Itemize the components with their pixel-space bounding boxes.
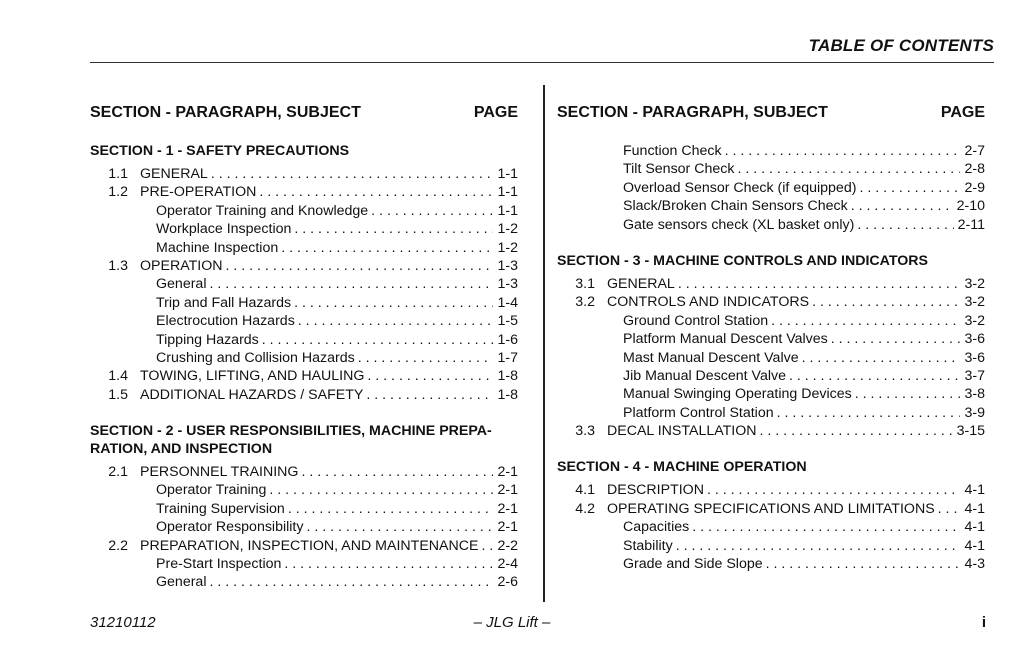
dot-leader xyxy=(851,197,953,215)
toc-entry-number xyxy=(90,500,128,518)
dot-leader xyxy=(209,573,493,591)
dot-leader xyxy=(366,386,493,404)
toc-entry-number xyxy=(90,331,128,349)
section-entries xyxy=(90,463,518,592)
toc-entry-page: 1-8 xyxy=(497,386,518,403)
toc-entry[interactable] xyxy=(557,385,985,403)
toc-entry-page: 2-1 xyxy=(497,482,518,499)
toc-entry-page: 2-7 xyxy=(964,143,985,159)
toc-entry-title: Platform Manual Descent Valves xyxy=(623,331,828,348)
toc-entry-title: DECAL INSTALLATION xyxy=(607,423,757,440)
toc-entry-title: Workplace Inspection xyxy=(156,221,292,238)
toc-entry-number: 4.1 xyxy=(575,482,595,499)
dot-leader xyxy=(259,183,493,201)
toc-entry[interactable] xyxy=(557,518,985,536)
toc-entry-number xyxy=(90,239,128,257)
toc-entry[interactable] xyxy=(557,312,985,330)
toc-entry[interactable] xyxy=(90,220,518,238)
toc-entry[interactable] xyxy=(557,555,985,573)
toc-entry-page: 2-8 xyxy=(964,161,985,178)
toc-entry-page: 1-7 xyxy=(497,349,518,366)
toc-entry[interactable] xyxy=(90,555,518,573)
section-paragraph-subject-heading: SECTION - PARAGRAPH, SUBJECT xyxy=(557,104,828,121)
dot-leader xyxy=(766,555,961,573)
toc-entry[interactable] xyxy=(90,481,518,499)
continued-entries xyxy=(557,142,985,234)
toc-entry-page: 2-2 xyxy=(497,537,518,554)
right-column-header xyxy=(557,104,985,126)
toc-entry-page: 3-6 xyxy=(964,349,985,366)
toc-entry[interactable] xyxy=(557,367,985,385)
dot-leader xyxy=(692,518,960,536)
section-entries xyxy=(557,481,985,573)
toc-entry-number xyxy=(557,312,595,330)
toc-entry-title: Mast Manual Descent Valve xyxy=(623,349,799,366)
toc-entry-page: 4-1 xyxy=(964,537,985,554)
toc-section xyxy=(90,422,518,592)
toc-entry-title: PREPARATION, INSPECTION, AND MAINTENANCE xyxy=(140,537,479,554)
toc-entry-title: ADDITIONAL HAZARDS / SAFETY xyxy=(140,386,364,403)
toc-entry-number xyxy=(557,555,595,573)
toc-entry-page: 3-7 xyxy=(964,367,985,384)
section-entries xyxy=(90,165,518,404)
dot-leader xyxy=(367,367,493,385)
toc-entry[interactable] xyxy=(557,330,985,348)
toc-entry[interactable] xyxy=(90,331,518,349)
toc-entry[interactable] xyxy=(90,257,518,275)
toc-entry[interactable] xyxy=(90,312,518,330)
dot-leader xyxy=(371,202,493,220)
toc-entry-number xyxy=(557,385,595,403)
toc-entry-title: CONTROLS AND INDICATORS xyxy=(607,294,810,311)
toc-entry-page: 2-1 xyxy=(497,500,518,517)
toc-entry-number: 1.3 xyxy=(108,257,128,274)
toc-entry[interactable] xyxy=(557,404,985,422)
toc-entry-number xyxy=(90,573,128,591)
toc-entry-number xyxy=(90,312,128,330)
toc-entry-number xyxy=(90,220,128,238)
toc-entry-page: 3-2 xyxy=(964,312,985,329)
toc-entry-number xyxy=(90,555,128,573)
toc-entry-page: 1-2 xyxy=(497,239,518,256)
toc-entry[interactable] xyxy=(557,197,985,215)
toc-entry-page: 4-1 xyxy=(964,519,985,536)
dot-leader xyxy=(760,422,953,440)
toc-entry-page: 1-1 xyxy=(497,202,518,219)
dot-leader xyxy=(938,500,961,518)
toc-entry[interactable] xyxy=(90,349,518,367)
toc-entry-title: Tilt Sensor Check xyxy=(623,161,735,178)
dot-leader xyxy=(771,312,960,330)
toc-section xyxy=(90,142,518,404)
toc-entry-number xyxy=(557,179,595,197)
dot-leader xyxy=(857,216,953,234)
toc-entry-page: 2-1 xyxy=(497,519,518,536)
toc-entry-number: 1.5 xyxy=(108,386,128,403)
toc-entry-page: 1-1 xyxy=(497,166,518,182)
toc-entry-number: 4.2 xyxy=(575,500,595,517)
toc-entry-number xyxy=(90,275,128,293)
dot-leader xyxy=(269,481,493,499)
toc-entry-title: General xyxy=(156,276,207,293)
toc-entry[interactable] xyxy=(90,294,518,312)
dot-leader xyxy=(301,463,493,481)
section-title[interactable]: SECTION - 4 - MACHINE OPERATION xyxy=(557,459,807,476)
column-divider xyxy=(543,85,545,602)
toc-entry-title: Capacities xyxy=(623,519,690,536)
page-header-title: TABLE OF CONTENTS xyxy=(808,36,994,55)
toc-entry-number: 2.1 xyxy=(108,464,128,481)
toc-entry[interactable] xyxy=(90,183,518,201)
footer-brand: – JLG Lift – xyxy=(473,614,551,631)
dot-leader xyxy=(288,500,494,518)
dot-leader xyxy=(855,385,961,403)
toc-entry-page: 2-10 xyxy=(956,198,985,215)
toc-entry-page: 1-4 xyxy=(497,294,518,311)
toc-entry-title: Crushing and Collision Hazards xyxy=(156,349,355,366)
right-column xyxy=(557,104,985,573)
dot-leader xyxy=(281,239,493,257)
section-title-line: SECTION - 2 - USER RESPONSIBILITIES, MACHINE PREPA- xyxy=(90,423,492,440)
toc-entry[interactable] xyxy=(557,481,985,499)
dot-leader xyxy=(812,293,960,311)
dot-leader xyxy=(306,518,493,536)
toc-entry[interactable] xyxy=(90,386,518,404)
toc-entry-page: 2-6 xyxy=(497,574,518,591)
toc-entry-title: General xyxy=(156,574,207,591)
toc-entry-page: 3-6 xyxy=(964,331,985,348)
toc-entry[interactable] xyxy=(90,573,518,591)
left-sections xyxy=(90,142,518,592)
dot-leader xyxy=(481,537,493,555)
section-title[interactable] xyxy=(90,422,518,458)
toc-entry-number: 1.4 xyxy=(108,368,128,385)
toc-entry-title: Jib Manual Descent Valve xyxy=(623,367,786,384)
toc-entry-number xyxy=(557,216,595,234)
toc-entry-title: Stability xyxy=(623,537,673,554)
dot-leader xyxy=(209,275,493,293)
toc-entry-title: Pre-Start Inspection xyxy=(156,556,282,573)
toc-entry-page: 4-3 xyxy=(964,556,985,573)
section-paragraph-subject-heading: SECTION - PARAGRAPH, SUBJECT xyxy=(90,104,361,121)
toc-entry-number xyxy=(557,197,595,215)
toc-entry-title: Ground Control Station xyxy=(623,312,769,329)
toc-entry-number xyxy=(557,404,595,422)
toc-entry-page: 1-3 xyxy=(497,257,518,274)
toc-entry-number xyxy=(557,518,595,536)
toc-entry-page: 3-9 xyxy=(964,404,985,421)
toc-entry-page: 1-6 xyxy=(497,331,518,348)
page-number: i xyxy=(981,614,986,631)
toc-entry-title: TOWING, LIFTING, AND HAULING xyxy=(140,368,365,385)
header-rule xyxy=(90,62,994,63)
page-heading: PAGE xyxy=(940,104,985,121)
toc-entry-title: OPERATING SPECIFICATIONS AND LIMITATIONS xyxy=(607,500,935,517)
toc-entry-title: PERSONNEL TRAINING xyxy=(140,464,299,481)
toc-entry[interactable] xyxy=(90,275,518,293)
toc-entry[interactable] xyxy=(90,367,518,385)
toc-entry-number xyxy=(557,160,595,178)
dot-leader xyxy=(358,349,494,367)
toc-entry-page: 2-9 xyxy=(964,179,985,196)
toc-entry[interactable] xyxy=(90,500,518,518)
toc-entry-page: 2-4 xyxy=(497,556,518,573)
toc-entry-number: 1.2 xyxy=(108,184,128,201)
toc-entry-page: 4-1 xyxy=(964,482,985,499)
toc-entry-title: Training Supervision xyxy=(156,500,285,517)
toc-entry-page: 2-11 xyxy=(957,216,985,233)
dot-leader xyxy=(298,312,494,330)
toc-entry-title: OPERATION xyxy=(140,257,223,274)
section-title-line: RATION, AND INSPECTION xyxy=(90,441,273,458)
toc-entry[interactable] xyxy=(90,537,518,555)
dot-leader xyxy=(211,165,494,183)
toc-entry-page: 3-2 xyxy=(964,275,985,292)
toc-entry-page: 4-1 xyxy=(964,500,985,517)
toc-entry-number xyxy=(90,349,128,367)
toc-entry[interactable] xyxy=(90,202,518,220)
toc-entry-title: Electrocution Hazards xyxy=(156,313,295,330)
toc-entry[interactable] xyxy=(557,500,985,518)
dot-leader xyxy=(789,367,961,385)
dot-leader xyxy=(226,257,494,275)
toc-entry-title: Operator Training and Knowledge xyxy=(156,202,369,219)
toc-entry-number: 1.1 xyxy=(108,166,128,182)
right-sections xyxy=(557,252,985,573)
toc-entry-title: DESCRIPTION xyxy=(607,482,704,499)
document-number: 31210112 xyxy=(90,614,156,631)
toc-entry-title: Slack/Broken Chain Sensors Check xyxy=(623,198,848,215)
toc-entry[interactable] xyxy=(557,537,985,555)
toc-entry-number: 3.2 xyxy=(575,294,595,311)
toc-entry[interactable] xyxy=(557,275,985,293)
toc-entry-title: Gate sensors check (XL basket only) xyxy=(623,216,855,233)
toc-entry-number xyxy=(557,367,595,385)
toc-entry[interactable] xyxy=(557,179,985,197)
toc-entry-number xyxy=(90,294,128,312)
toc-entry[interactable] xyxy=(557,349,985,367)
toc-entry-number xyxy=(90,518,128,536)
toc-entry-title: Platform Control Station xyxy=(623,404,774,421)
toc-entry-title: Tipping Hazards xyxy=(156,331,259,348)
dot-leader xyxy=(831,330,961,348)
dot-leader xyxy=(678,275,961,293)
toc-entry[interactable] xyxy=(90,518,518,536)
toc-entry[interactable] xyxy=(557,293,985,311)
toc-entry-title: Operator Responsibility xyxy=(156,519,304,536)
toc-entry-number: 3.3 xyxy=(575,423,595,440)
page-heading: PAGE xyxy=(473,104,518,121)
dot-leader xyxy=(294,294,493,312)
toc-entry[interactable] xyxy=(557,216,985,234)
toc-entry-title: Operator Training xyxy=(156,482,267,499)
toc-entry-page: 3-8 xyxy=(964,386,985,403)
toc-entry-title: GENERAL xyxy=(140,166,208,182)
toc-entry-number xyxy=(557,537,595,555)
toc-entry-page: 1-3 xyxy=(497,276,518,293)
toc-entry-number xyxy=(90,202,128,220)
toc-entry-page: 1-1 xyxy=(497,184,518,201)
toc-entry[interactable] xyxy=(90,165,518,183)
toc-entry-number: 2.2 xyxy=(108,537,128,554)
toc-entry-title: PRE-OPERATION xyxy=(140,184,257,201)
toc-entry-page: 1-5 xyxy=(497,313,518,330)
toc-entry-title: Overload Sensor Check (if equipped) xyxy=(623,179,857,196)
toc-entry[interactable] xyxy=(557,422,985,440)
toc-entry-page: 1-2 xyxy=(497,221,518,238)
toc-section xyxy=(557,458,985,573)
left-column xyxy=(90,104,518,592)
dot-leader xyxy=(802,349,961,367)
dot-leader xyxy=(859,179,960,197)
toc-entry-number xyxy=(557,349,595,367)
dot-leader xyxy=(294,220,493,238)
dot-leader xyxy=(707,481,961,499)
toc-entry-title: Trip and Fall Hazards xyxy=(156,294,292,311)
toc-entry-number: 3.1 xyxy=(575,275,595,292)
toc-entry-title: Function Check xyxy=(623,143,722,159)
toc-entry[interactable] xyxy=(557,160,985,178)
section-title[interactable]: SECTION - 3 - MACHINE CONTROLS AND INDICATORS xyxy=(557,252,928,269)
toc-entry[interactable] xyxy=(90,463,518,481)
left-column-header xyxy=(90,104,518,126)
toc-entry-page: 1-8 xyxy=(497,368,518,385)
toc-entry[interactable] xyxy=(557,142,985,160)
toc-entry-title: Grade and Side Slope xyxy=(623,556,763,573)
dot-leader xyxy=(725,142,961,160)
toc-entry-title: Machine Inspection xyxy=(156,239,279,256)
toc-entry-number xyxy=(557,330,595,348)
toc-entry-title: GENERAL xyxy=(607,275,675,292)
toc-entry-title: Manual Swinging Operating Devices xyxy=(623,386,852,403)
toc-entry-page: 2-1 xyxy=(497,464,518,481)
toc-entry-page: 3-2 xyxy=(964,294,985,311)
section-entries xyxy=(557,275,985,441)
dot-leader xyxy=(262,331,494,349)
dot-leader xyxy=(777,404,961,422)
section-title[interactable]: SECTION - 1 - SAFETY PRECAUTIONS xyxy=(90,143,350,159)
toc-entry-number xyxy=(90,481,128,499)
toc-entry-number xyxy=(557,142,595,160)
toc-section xyxy=(557,252,985,441)
toc-entry-page: 3-15 xyxy=(956,423,985,440)
dot-leader xyxy=(737,160,960,178)
toc-entry[interactable] xyxy=(90,239,518,257)
dot-leader xyxy=(676,537,961,555)
dot-leader xyxy=(284,555,493,573)
